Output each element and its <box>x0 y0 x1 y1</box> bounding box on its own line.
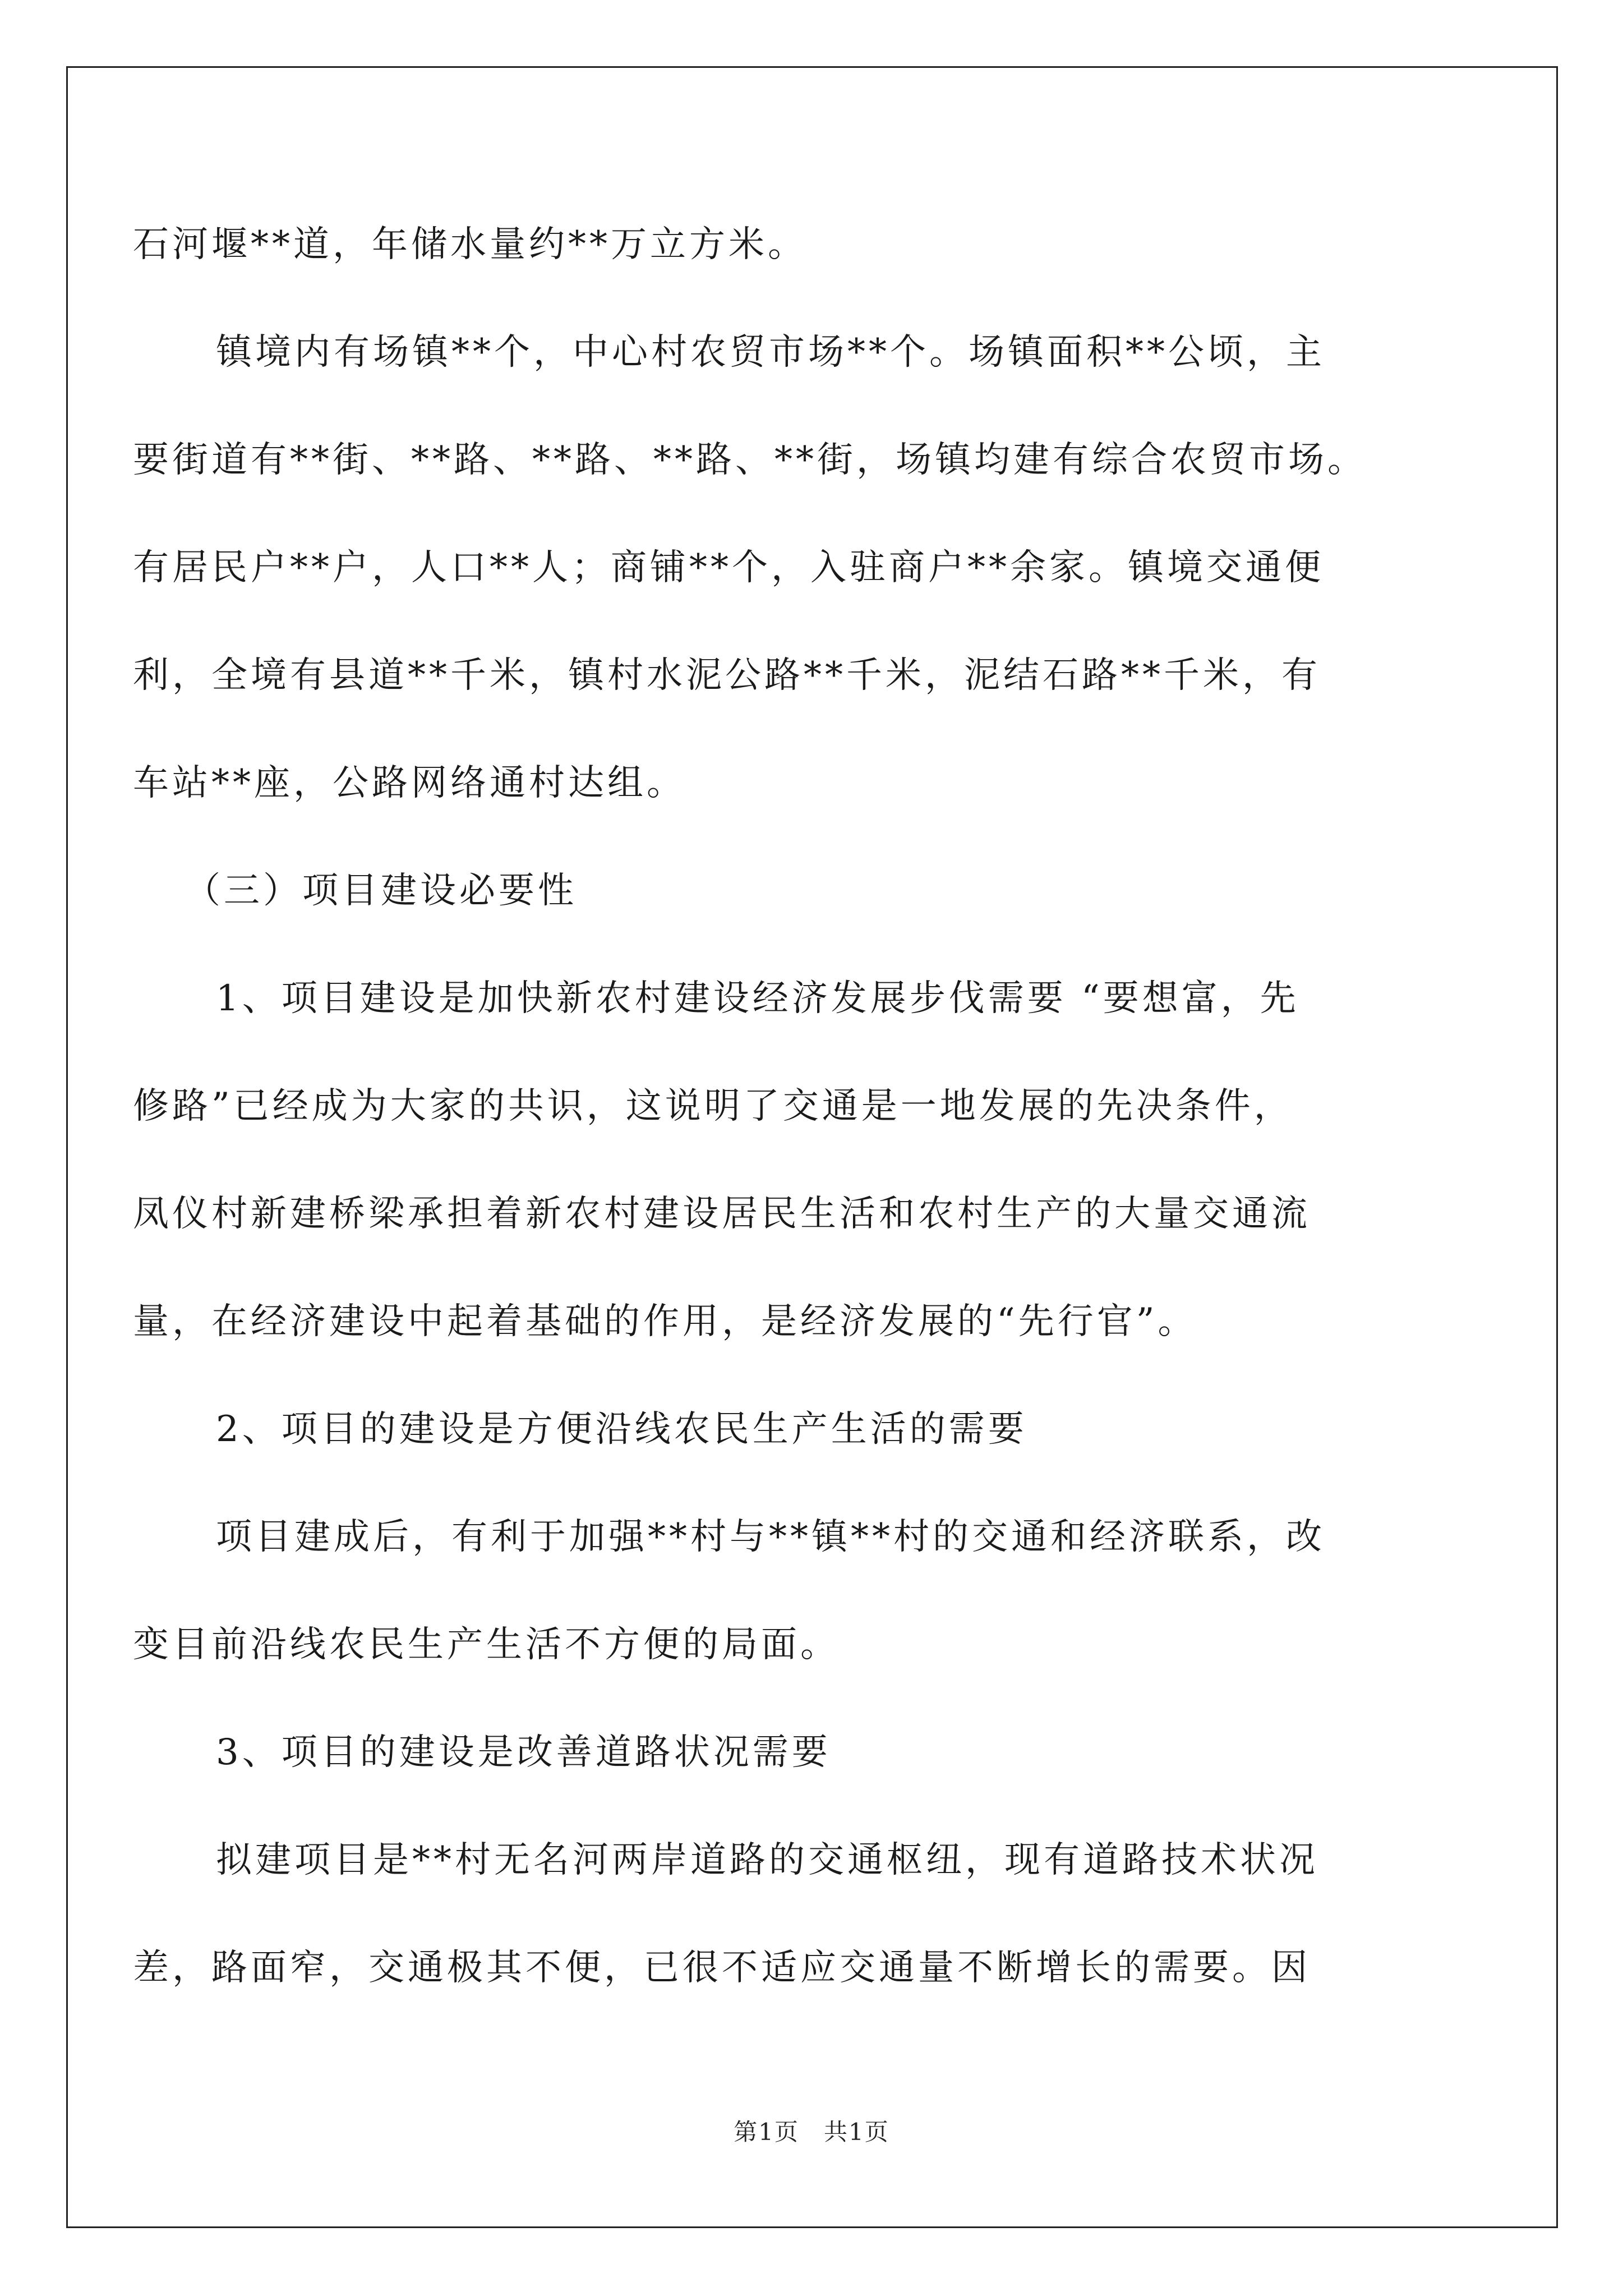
text-line: 量，在经济建设中起着基础的作用，是经济发展的“先行官”。 <box>133 1301 1197 1342</box>
document-body <box>133 191 1445 2022</box>
text-line: 石河堰**道，年储水量约**万立方米。 <box>133 224 807 265</box>
text-line: 利，全境有县道**千米，镇村水泥公路**千米，泥结石路**千米，有 <box>133 655 1321 696</box>
text-line: 有居民户**户，人口**人；商铺**个，入驻商户**余家。镇境交通便 <box>133 547 1324 588</box>
text-line: 1、项目建设是加快新农村建设经济发展步伐需要 “要想富，先 <box>216 978 1299 1019</box>
text-line: 变目前沿线农民生产生活不方便的局面。 <box>133 1624 840 1665</box>
text-line: 车站**座，公路网络通村达组。 <box>133 762 686 804</box>
text-line: 镇境内有场镇**个，中心村农贸市场**个。场镇面积**公顷，主 <box>216 332 1325 373</box>
text-line: 2、项目的建设是方便沿线农民生产生活的需要 <box>216 1409 1027 1450</box>
text-line: 拟建项目是**村无名河两岸道路的交通枢纽，现有道路技术状况 <box>216 1839 1318 1881</box>
text-line: 凤仪村新建桥梁承担着新农村建设居民生活和农村生产的大量交通流 <box>133 1193 1311 1235</box>
text-line: 要街道有**街、**路、**路、**路、**街，场镇均建有综合农贸市场。 <box>133 439 1367 481</box>
text-line: 差，路面窄，交通极其不便，已很不适应交通量不断增长的需要。因 <box>133 1947 1311 1989</box>
text-line: 3、项目的建设是改善道路状况需要 <box>216 1732 831 1773</box>
text-line: 修路”已经成为大家的共识，这说明了交通是一地发展的先决条件， <box>133 1085 1293 1127</box>
text-line: 项目建成后，有利于加强**村与**镇**村的交通和经济联系，改 <box>216 1516 1325 1558</box>
section-heading: （三）项目建设必要性 <box>185 870 577 912</box>
page-footer: 第1页 共1页 <box>734 2118 889 2146</box>
